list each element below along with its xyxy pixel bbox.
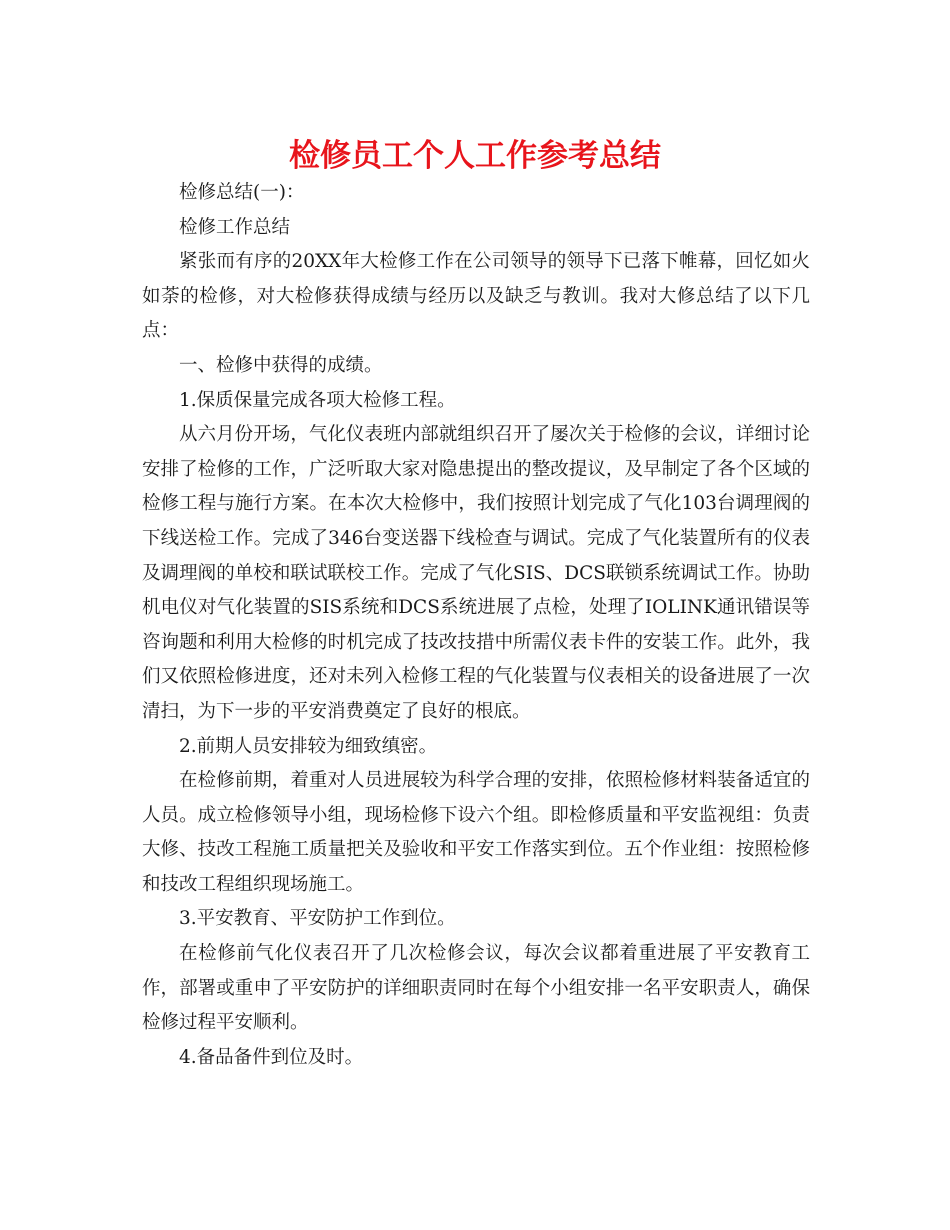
item-heading: 3.平安教育、平安防护工作到位。 xyxy=(179,908,456,930)
document-title: 检修员工个人工作参考总结 xyxy=(289,138,661,174)
item-heading: 2.前期人员安排较为细致缜密。 xyxy=(179,735,438,757)
paragraph: 在检修前期，着重对人员进展较为科学合理的安排，依照检修材料装备适宜的人员。成立检修领导小组，现场检修下设六个组。即检修质量和平安监视组：负责大修、技改工程施工质量把关及验收和平安工作落实到位。五个作业组：按照检修和技改工程组织现场施工。 xyxy=(142,770,810,895)
paragraph: 在检修前气化仪表召开了几次检修会议，每次会议都着重进展了平安教育工作，部署或重申了平安防护的详细职责同时在每个小组安排一名平安职责人，确保检修过程平安顺利。 xyxy=(142,943,810,1034)
subheading: 检修工作总结 xyxy=(179,216,291,238)
section-heading: 一、检修中获得的成绩。 xyxy=(179,354,383,376)
section-heading: 检修总结(一)： xyxy=(179,182,305,203)
paragraph: 从六月份开场，气化仪表班内部就组织召开了屡次关于检修的会议，详细讨论安排了检修的工作，广泛听取大家对隐患提出的整改提议，及早制定了各个区域的检修工程与施行方案。在本次大检修中，我们按照计划完成了气化103台调理阀的下线送检工作。完成了346台变送器下线检查与调试。完成了气化装置所有的仪表及调理阀的单校和联试联校工作。完成了气化SIS、DCS联锁系统调试工作。协助机电仪对气化装置的SIS系统和DCS系统进展了点检，处理了IOLINK通讯错误等咨询题和利用大检修的时机完成了技改技措中所需仪表卡件的安装工作。此外，我们又依照检修进度，还对未列入检修工程的气化装置与仪表相关的设备进展了一次清扫，为下一步的平安消费奠定了良好的根底。 xyxy=(142,424,810,722)
item-heading: 1.保质保量完成各项大检修工程。 xyxy=(179,389,456,411)
paragraph: 紧张而有序的20XX年大检修工作在公司领导的领导下已落下帷幕，回忆如火如荼的检修，对大检修获得成绩与经历以及缺乏与教训。我对大修总结了以下几点： xyxy=(142,251,810,342)
item-heading: 4.备品备件到位及时。 xyxy=(179,1046,364,1068)
document-body xyxy=(142,176,810,1075)
